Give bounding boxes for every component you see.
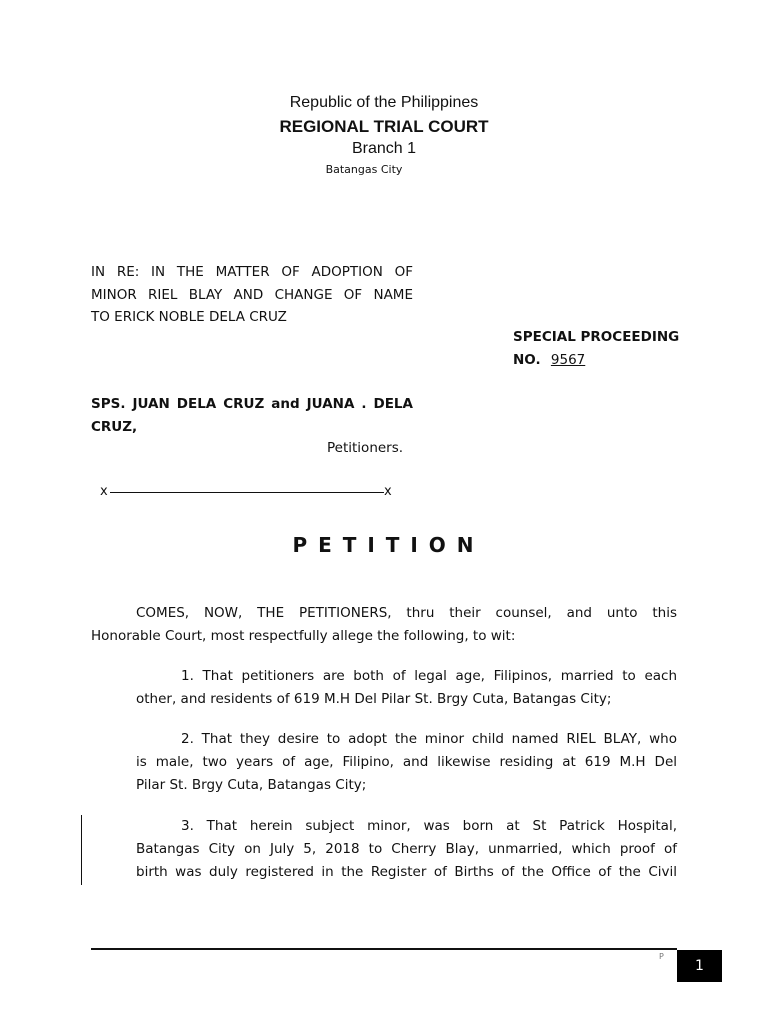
in-re-line-1: IN RE: IN THE MATTER OF ADOPTION OF	[91, 264, 413, 280]
special-proceeding-label: SPECIAL PROCEEDING	[513, 329, 680, 345]
separator-left-x: x	[100, 484, 108, 499]
intro-paragraph	[91, 602, 677, 648]
revision-margin-bar	[81, 815, 82, 885]
paragraph-2	[136, 728, 677, 797]
in-re-caption	[91, 261, 413, 329]
footer-page-number: 1	[695, 958, 704, 974]
in-re-line-2: MINOR RIEL BLAY AND CHANGE OF NAME	[91, 286, 413, 303]
paragraph-1-line-2: other, and residents of 619 M.H Del Pilar St. Brgy Cuta, Batangas City;	[136, 691, 612, 707]
footer-page-box	[677, 950, 722, 982]
petitioners-line-1: SPS. JUAN DELA CRUZ and JUANA . DELA	[91, 396, 413, 412]
in-re-line-3: TO ERICK NOBLE DELA CRUZ	[91, 309, 287, 325]
paragraph-3-line-2: Batangas City on July 5, 2018 to Cherry Blay, unmarried, which proof of	[136, 841, 677, 857]
petitioners-line-2: CRUZ,	[91, 418, 138, 435]
case-no-value: 9567	[550, 352, 586, 368]
paragraph-2-line-3: Pilar St. Brgy Cuta, Batangas City;	[136, 777, 367, 793]
header-republic: Republic of the Philippines	[289, 94, 479, 111]
footer-rule	[91, 948, 677, 950]
header-city: Batangas City	[325, 163, 403, 176]
paragraph-3-line-1: 3. That herein subject minor, was born at St Patrick Hospital,	[181, 818, 677, 834]
paragraph-3	[136, 815, 677, 884]
case-no-label: NO.	[513, 352, 541, 368]
paragraph-2-line-1: 2. That they desire to adopt the minor child named RIEL BLAY, who	[181, 731, 677, 747]
intro-line-1: COMES, NOW, THE PETITIONERS, thru their counsel, and unto this	[136, 605, 677, 621]
petitioners-role: Petitioners.	[327, 440, 404, 456]
separator-line	[110, 492, 384, 493]
petitioners-names	[91, 393, 413, 438]
document-title: P E T I T I O N	[292, 533, 476, 557]
separator-right-x: x	[384, 484, 392, 499]
paragraph-2-line-2: is male, two years of age, Filipino, and likewise residing at 619 M.H Del	[136, 754, 677, 770]
header-court: REGIONAL TRIAL COURT	[279, 117, 489, 136]
paragraph-1	[136, 665, 677, 711]
header-branch: Branch 1	[351, 140, 417, 157]
paragraph-3-line-3: birth was duly registered in the Register of Births of the Office of the Civil	[136, 864, 677, 880]
footer-page-letter: P	[659, 952, 664, 961]
intro-line-2: Honorable Court, most respectfully allege the following, to wit:	[91, 628, 516, 644]
caption-separator	[100, 483, 396, 503]
case-number	[513, 350, 585, 370]
paragraph-1-line-1: 1. That petitioners are both of legal age, Filipinos, married to each	[181, 668, 677, 684]
